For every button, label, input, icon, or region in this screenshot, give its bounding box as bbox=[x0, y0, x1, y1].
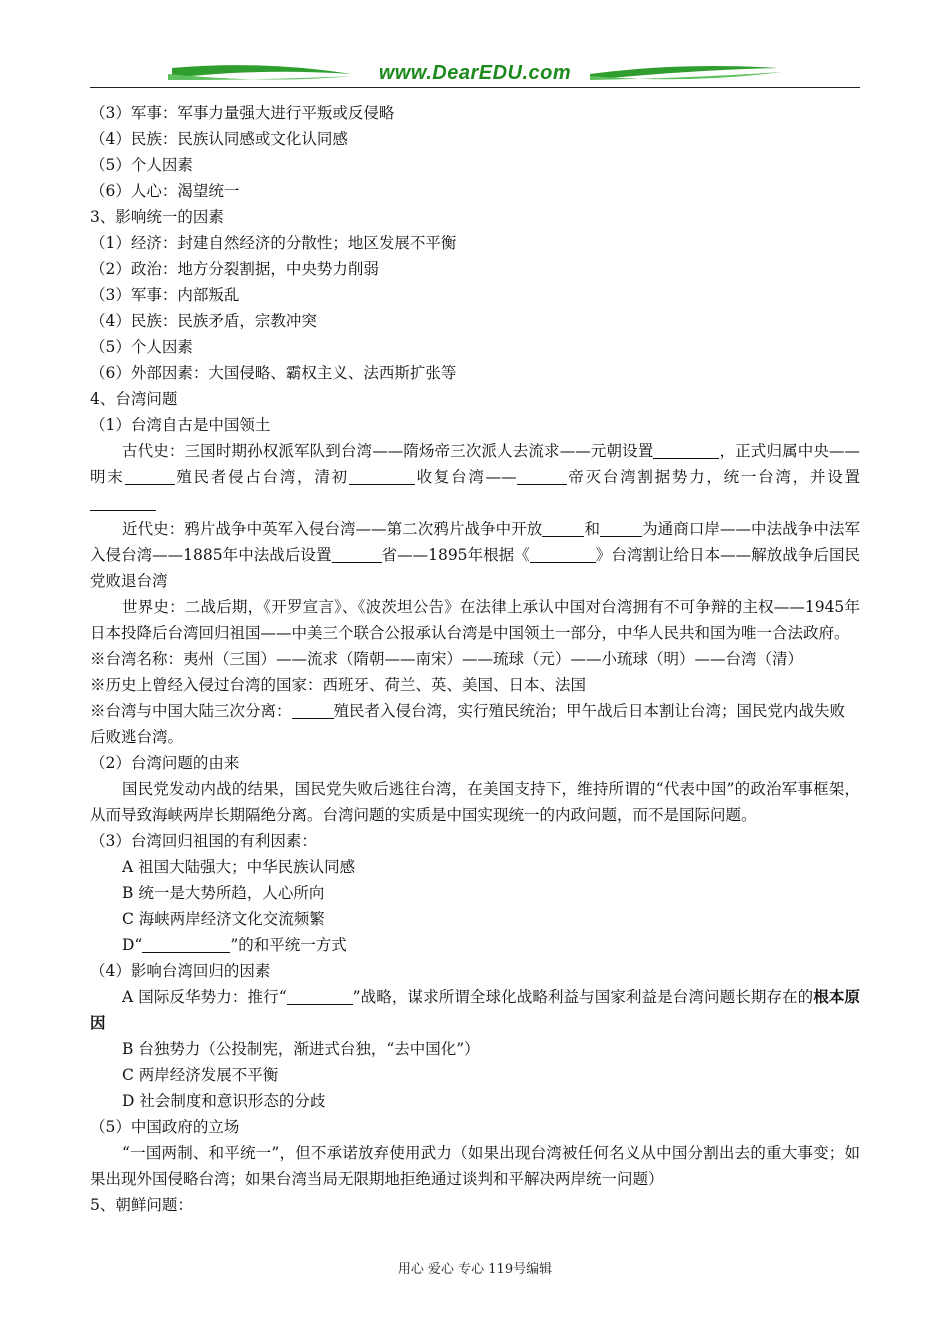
fill-blank bbox=[517, 466, 567, 485]
fill-blank bbox=[542, 518, 584, 537]
text-run: 》台湾割让给日本——解放战争后国民党败退台湾 bbox=[90, 546, 860, 590]
option-line: D 社会制度和意识形态的分歧 bbox=[122, 1092, 326, 1110]
text-line: （1）经济：封建自然经济的分散性；地区发展不平衡 bbox=[90, 234, 457, 252]
text-run: ”战略，谋求所谓全球化战略利益与国家利益是台湾问题长期存在的 bbox=[352, 988, 814, 1006]
fill-blank bbox=[332, 544, 382, 563]
text-run: 帝灭台湾割据势力，统一台湾，并设置 bbox=[566, 468, 860, 486]
fill-blank bbox=[142, 934, 230, 953]
page-footer: 用心 爱心 专心 119号编辑 bbox=[397, 1262, 553, 1277]
text-line: （4）民族：民族认同感或文化认同感 bbox=[90, 130, 348, 148]
origin-paragraph: 国民党发动内战的结果，国民党失败后逃往台湾，在美国支持下，维持所谓的“代表中国”的政治军事框架，从而导致海峡两岸长期隔绝分离。台湾问题的实质是中国实现统一的内政问题，而不是国际问题。 bbox=[90, 780, 860, 824]
text-run: D“ bbox=[122, 936, 143, 954]
world-history-paragraph: 世界史：二战后期，《开罗宣言》、《波茨坦公告》在法律上承认中国对台湾拥有不可争辩的主权——1945年日本投降后台湾回归祖国——中美三个联合公报承认台湾是中国领土一部分，中华人民共和国为唯一合法政府。 bbox=[90, 598, 860, 642]
text-run: 省——1895年根据《 bbox=[381, 546, 530, 564]
section-heading: 4、台湾问题 bbox=[90, 390, 178, 408]
section-heading: 3、影响统一的因素 bbox=[90, 208, 224, 226]
text-run: ，正式归属中央——明末 bbox=[90, 442, 860, 486]
text-run: 收复台湾—— bbox=[414, 468, 517, 486]
text-line: （6）外部因素：大国侵略、霸权主义、法西斯扩张等 bbox=[90, 364, 457, 382]
note-line: ※台湾名称：夷州（三国）——流求（隋朝——南宋）——琉球（元）——小琉球（明）——台湾（清） bbox=[90, 650, 804, 668]
text-line: （3）军事：军事力量强大进行平叛或反侵略 bbox=[90, 104, 395, 122]
text-line: （5）个人因素 bbox=[90, 156, 193, 174]
site-header-banner bbox=[90, 58, 860, 94]
modern-history-paragraph bbox=[90, 516, 860, 594]
note-line: ※历史上曾经入侵过台湾的国家：西班牙、荷兰、英、美国、日本、法国 bbox=[90, 676, 587, 694]
option-line bbox=[90, 932, 860, 958]
stance-paragraph: “一国两制、和平统一”，但不承诺放弃使用武力（如果出现台湾被任何名义从中国分割出去的重大事变；如果出现外国侵略台湾；如果台湾当局无限期地拒绝通过谈判和平解决两岸统一问题） bbox=[90, 1144, 860, 1188]
fill-blank bbox=[349, 466, 415, 485]
subsection-heading: （4）影响台湾回归的因素 bbox=[90, 962, 271, 980]
subsection-heading: （3）台湾回归祖国的有利因素： bbox=[90, 832, 317, 850]
text-line: （2）政治：地方分裂割据，中央势力削弱 bbox=[90, 260, 379, 278]
text-run: A 国际反华势力：推行“ bbox=[122, 988, 287, 1006]
fill-blank bbox=[530, 544, 596, 563]
section-heading: 5、朝鲜问题： bbox=[90, 1196, 193, 1214]
document-body bbox=[90, 100, 860, 1218]
fill-blank bbox=[125, 466, 175, 485]
text-run: 殖民者侵占台湾，清初 bbox=[174, 468, 349, 486]
fill-blank bbox=[287, 986, 353, 1005]
subsection-heading: （1）台湾自古是中国领土 bbox=[90, 416, 271, 434]
text-run: 近代史：鸦片战争中英军入侵台湾——第二次鸦片战争中开放 bbox=[122, 520, 543, 538]
text-run: 殖民者入侵台湾，实行殖民统治；甲午战后日本割让台湾；国民党内战失败后败逃台湾。 bbox=[90, 702, 846, 746]
subsection-heading: （5）中国政府的立场 bbox=[90, 1118, 240, 1136]
factor-paragraph bbox=[90, 984, 860, 1036]
option-line: B 台独势力（公投制宪，渐进式台独，“去中国化”） bbox=[122, 1040, 480, 1058]
fill-blank bbox=[90, 492, 156, 511]
option-line: C 两岸经济发展不平衡 bbox=[122, 1066, 279, 1084]
fill-blank bbox=[292, 700, 334, 719]
text-run: 古代史：三国时期孙权派军队到台湾——隋炀帝三次派人去流求——元朝设置 bbox=[122, 442, 654, 460]
text-line: （6）人心：渴望统一 bbox=[90, 182, 240, 200]
fill-blank bbox=[600, 518, 642, 537]
note-line bbox=[90, 698, 860, 750]
text-line: （5）个人因素 bbox=[90, 338, 193, 356]
text-line: （3）军事：内部叛乱 bbox=[90, 286, 240, 304]
subsection-heading: （2）台湾问题的由来 bbox=[90, 754, 240, 772]
text-line: （4）民族：民族矛盾，宗教冲突 bbox=[90, 312, 317, 330]
text-run: ”的和平统一方式 bbox=[230, 936, 347, 954]
text-run: 和 bbox=[584, 520, 601, 538]
option-line: B 统一是大势所趋，人心所向 bbox=[122, 884, 325, 902]
option-line: C 海峡两岸经济文化交流频繁 bbox=[122, 910, 325, 928]
emphasis-text: 根本原因 bbox=[90, 987, 860, 1032]
ancient-history-paragraph bbox=[90, 438, 860, 516]
fill-blank bbox=[653, 440, 719, 459]
option-line: A 祖国大陆强大；中华民族认同感 bbox=[122, 858, 356, 876]
site-logo-text: www.DearEDU.com bbox=[378, 62, 572, 84]
text-run: 为通商口岸——中法战争中法军入侵台湾——1885年中法战后设置 bbox=[90, 520, 860, 564]
text-run: ※台湾与中国大陆三次分离： bbox=[90, 702, 292, 720]
header-divider bbox=[90, 87, 860, 88]
